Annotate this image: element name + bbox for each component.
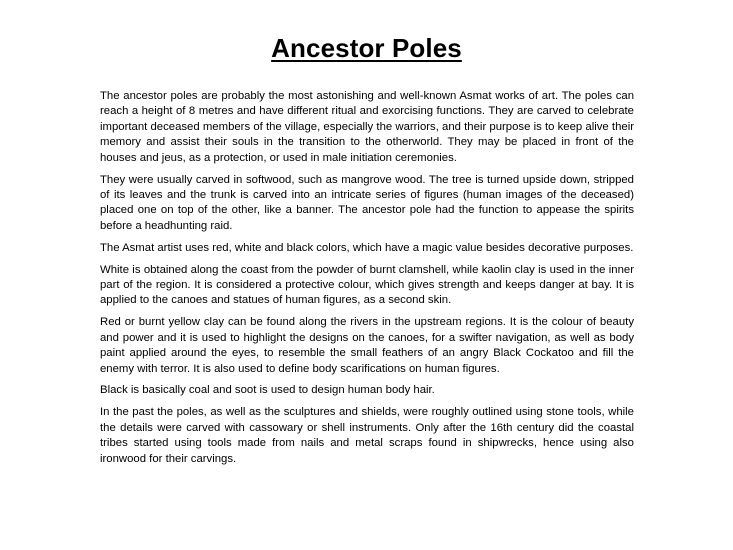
paragraph: In the past the poles, as well as the sculptures and shields, were roughly outlined using stone tools, while the details were carved with cassowary or shell instruments. Only after the 16th century did the coastal tribes started using tools made from nails and metal scraps found in shipwrecks, hence using also ironwood for their carvings. — [100, 406, 634, 465]
paragraph: The ancestor poles are probably the most astonishing and well-known Asmat works of art. The poles can reach a height of 8 metres and have different ritual and exorcising functions. They are carved to celebrate important deceased members of the village, especially the warriors, and their purpose is to keep alive their memory and assist their souls in the transition to the otherworld. They may be placed in front of the houses and jeus, as a protection, or used in male initiation ceremonies. — [100, 90, 634, 164]
paragraph: Red or burnt yellow clay can be found along the rivers in the upstream regions. It is the colour of beauty and power and it is used to highlight the designs on the canoes, for a swifter navigation, as well as body paint applied around the eyes, to resemble the small feathers of an angry Black Cockatoo and fill the enemy with terror. It is also used to define body scarifications on human figures. — [100, 316, 634, 375]
paragraph: Black is basically coal and soot is used to design human body hair. — [100, 384, 435, 397]
body-text — [100, 89, 634, 473]
paragraph: They were usually carved in softwood, such as mangrove wood. The tree is turned upside down, stripped of its leaves and the trunk is carved into an intricate series of figures (human images of the deceased) placed one on top of the other, like a banner. The ancestor pole had the function to appease the spirits before a headhunting raid. — [100, 173, 634, 232]
paragraph: The Asmat artist uses red, white and black colors, which have a magic value besides decorative purposes. — [100, 241, 634, 254]
paragraph: White is obtained along the coast from the powder of burnt clamshell, while kaolin clay is used in the inner part of the region. It is considered a protective colour, which gives strength and keeps danger at bay. It is applied to the canoes and statues of human figures, as a second skin. — [100, 263, 634, 307]
page-title: Ancestor Poles — [271, 33, 462, 63]
